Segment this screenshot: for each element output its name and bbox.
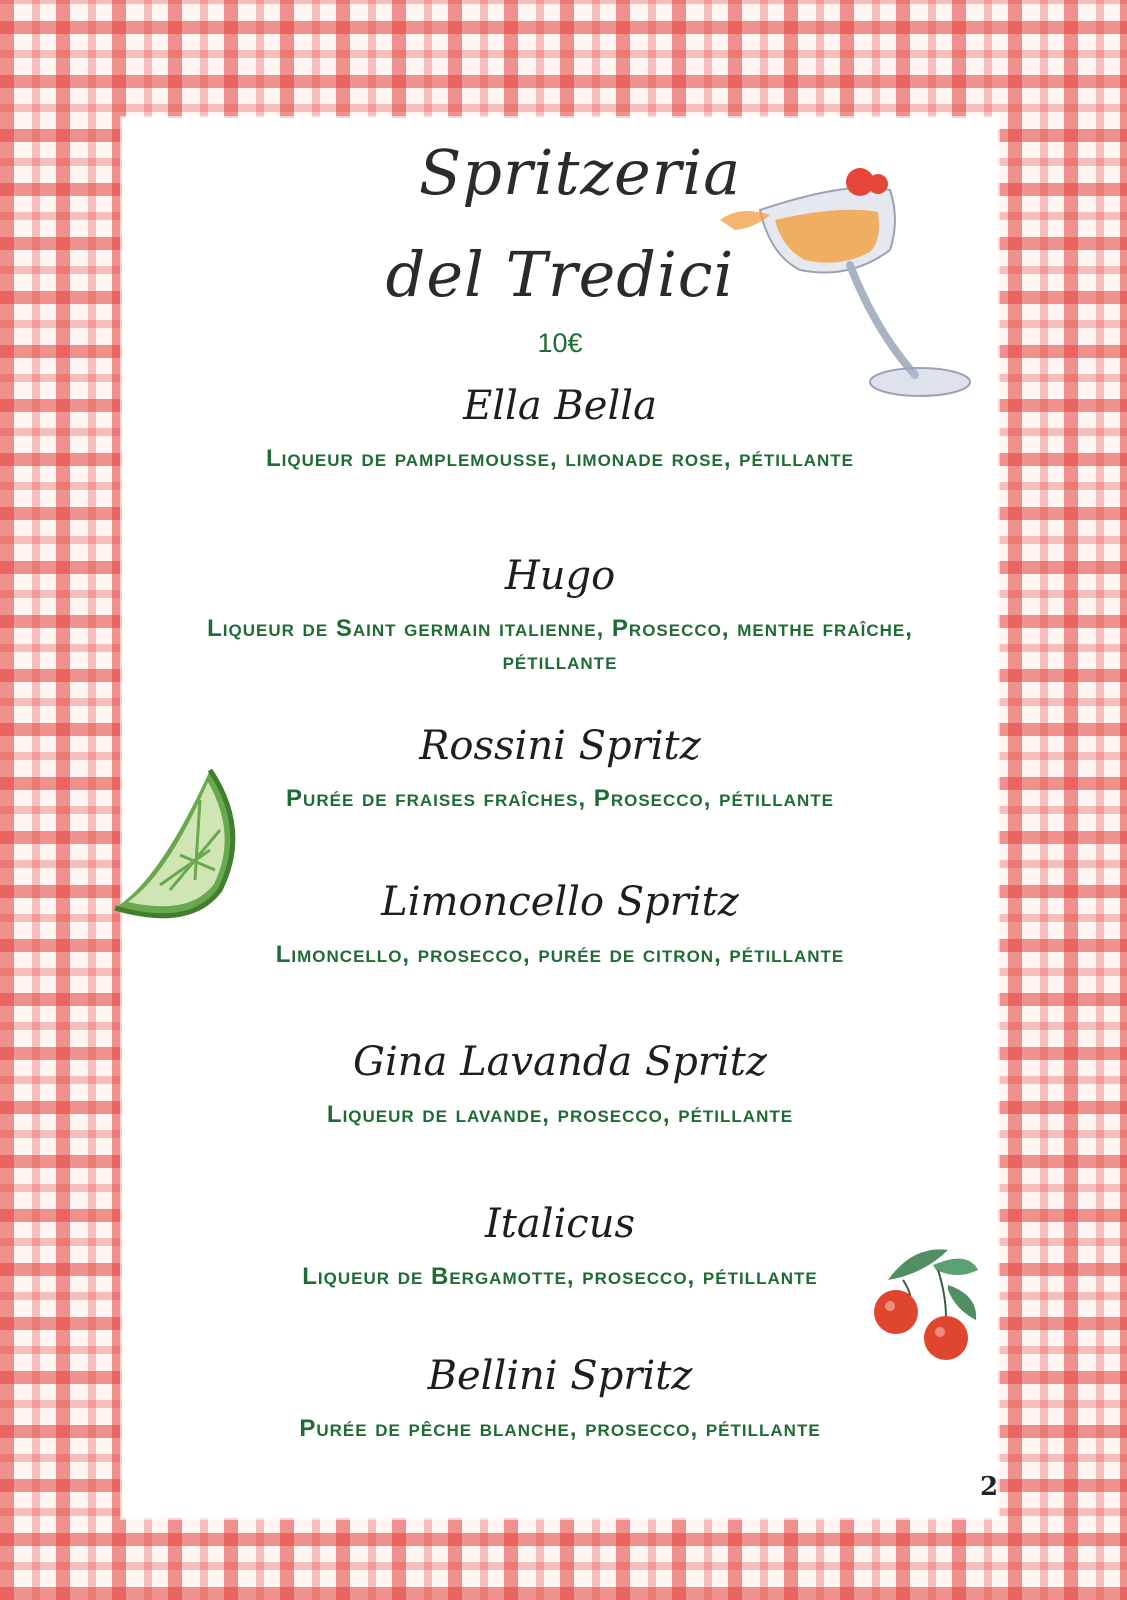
menu-title-line1: Spritzeria bbox=[418, 136, 742, 209]
drink-description: Liqueur de Bergamotte, prosecco, pétillante bbox=[302, 1263, 818, 1290]
drink-description: Purée de pêche blanche, prosecco, pétillante bbox=[299, 1415, 821, 1442]
lime-wedge-icon bbox=[100, 760, 250, 935]
drink-description: Purée de fraises fraîches, Prosecco, pétillante bbox=[286, 785, 834, 812]
drink-item bbox=[122, 1036, 998, 1131]
drink-name: Italicus bbox=[485, 1201, 635, 1247]
drink-description: Liqueur de lavande, prosecco, pétillante bbox=[326, 1101, 794, 1128]
drink-name: Rossini Spritz bbox=[419, 723, 701, 769]
cocktail-glass-icon bbox=[700, 160, 990, 430]
page-number: 2 bbox=[980, 1472, 999, 1502]
drink-description: Limoncello, prosecco, purée de citron, pétillante bbox=[275, 941, 845, 968]
drink-description: Liqueur de Saint germain italienne, Prosecco, menthe fraîche, pétillante bbox=[207, 615, 913, 675]
drink-name: Bellini Spritz bbox=[427, 1353, 693, 1399]
drink-name: Gina Lavanda Spritz bbox=[353, 1039, 767, 1085]
drink-name: Ella Bella bbox=[463, 383, 657, 429]
drink-name: Hugo bbox=[504, 553, 616, 599]
drink-name: Limoncello Spritz bbox=[381, 879, 739, 925]
drink-item bbox=[122, 720, 998, 815]
menu-price: 10€ bbox=[537, 328, 583, 358]
drink-item bbox=[122, 876, 998, 971]
drink-item bbox=[122, 550, 998, 678]
menu-title-line2: del Tredici bbox=[385, 238, 735, 311]
clementines-icon bbox=[858, 1240, 988, 1370]
drink-description: Liqueur de pamplemousse, limonade rose, pétillante bbox=[266, 445, 854, 472]
